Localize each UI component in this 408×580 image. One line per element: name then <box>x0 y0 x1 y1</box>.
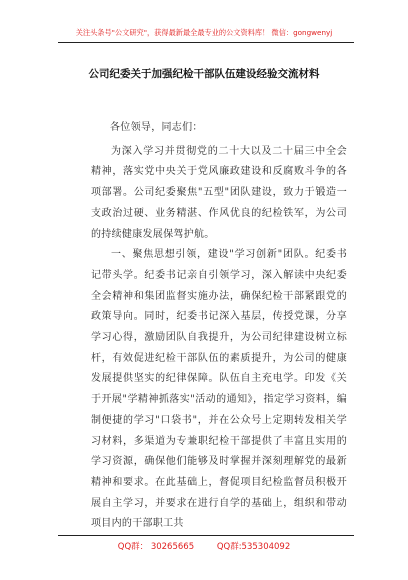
document-title: 公司纪委关于加强纪检干部队伍建设经验交流材料 <box>88 68 320 80</box>
document-body <box>91 118 347 535</box>
paragraph-section-one: 一、聚焦思想引领，建设"学习创新"团队。纪委书记带头学。纪委书记亲自引领学习，深入解读中央纪委全会精神和集团监督实施办法，确保纪检干部紧跟党的政策导向。同时，纪委书记深入基层，传授党课，分享学习心得，激励团队自我提升，为公司纪律建设树立标杆，有效促进纪检干部队伍的素质提升，为公司的健康发展提供坚实的纪律保障。队伍自主充电学。印发《关于开展"学精神抓落实"活动的通知》，指定学习资料，编制便捷的学习"口袋书"，并在公众号上定期转发相关学习材料，多渠道为专兼职纪检干部提供了丰富且实用的学习资源，确保他们能够及时掌握并深刻理解党的最新精神和要求。在此基础上，督促项目纪检监督员积极开展自主学习，并要求在进行自学的基础上，组织和带动项目内的干部职工共 <box>91 249 347 530</box>
salutation: 各位领导，同志们： <box>110 122 203 133</box>
header-divider <box>58 42 354 43</box>
footer <box>0 540 408 552</box>
footer-divider <box>58 535 354 536</box>
footer-qq-group-2: QQ群:535304092 <box>216 542 291 552</box>
footer-qq-group-1: QQ群： 30265665 <box>117 542 195 552</box>
header-banner: 关注头条号"公文研究"，获得最新最全最专业的公文资料库！ 微信：gongwenyj <box>75 28 333 37</box>
paragraph-intro: 为深入学习并贯彻党的二十大以及二十届三中全会精神，落实党中央关于党风廉政建设和反腐败斗争的各项部署。公司纪委聚焦"五型"团队建设，致力于锻造一支政治过硬、业务精湛、作风优良的纪检铁军，为公司的持续健康发展保驾护航。 <box>91 145 347 240</box>
